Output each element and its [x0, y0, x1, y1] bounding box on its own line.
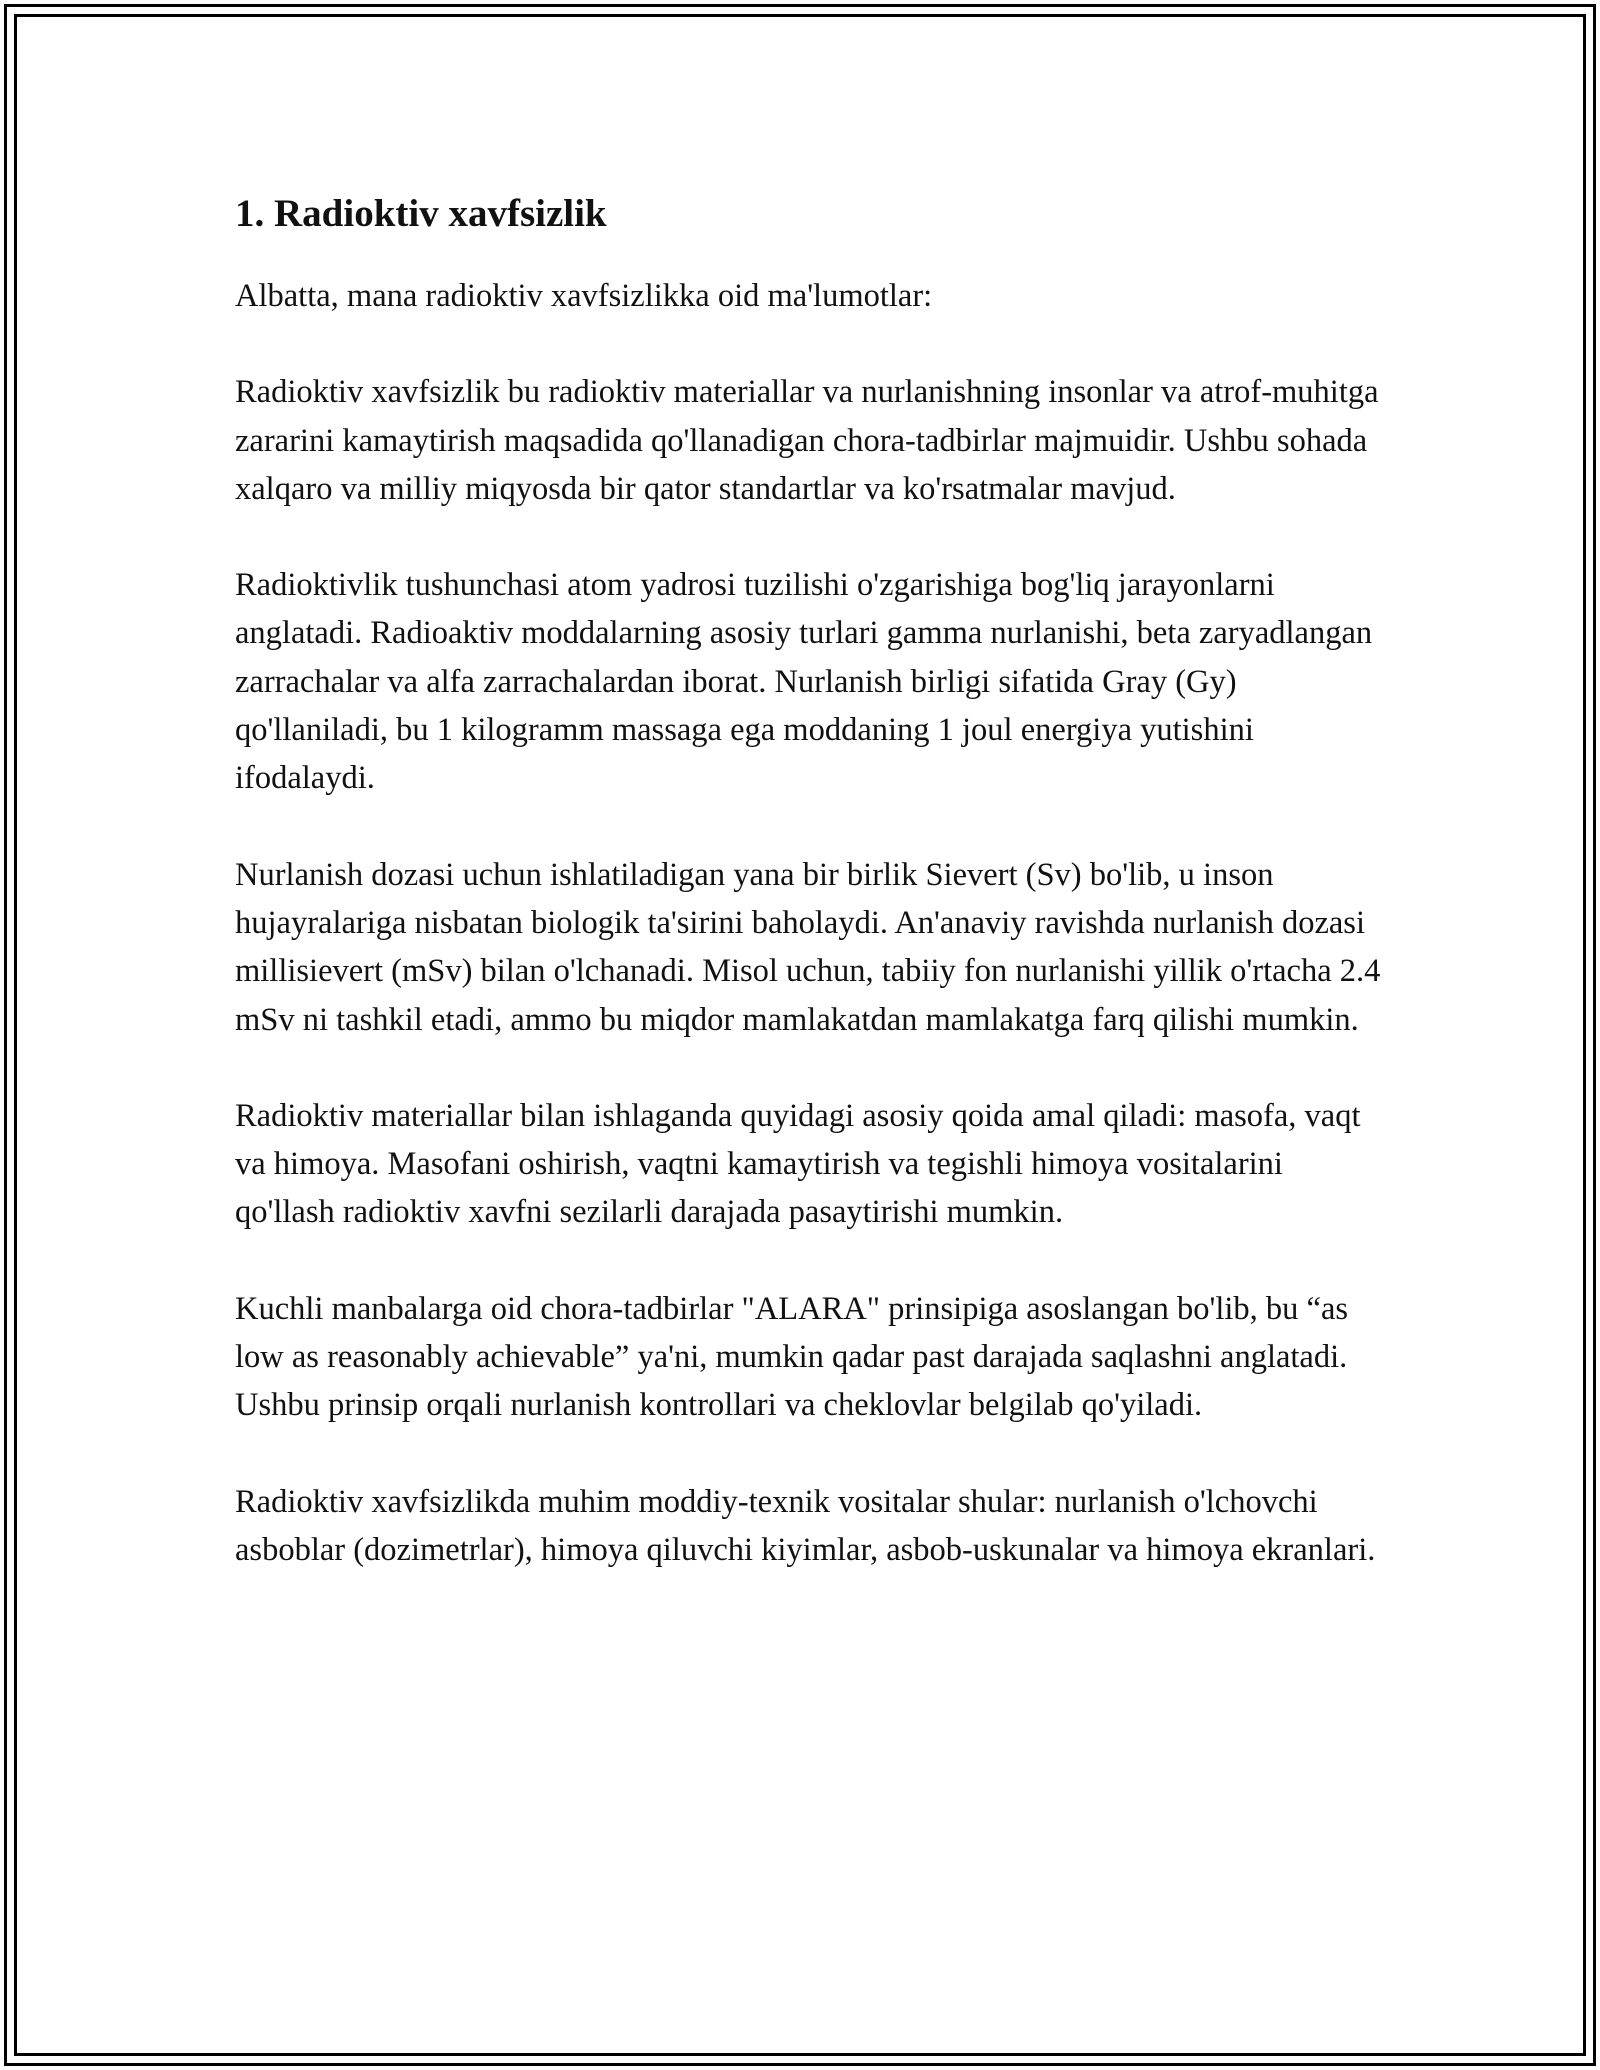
equipment-paragraph: Radioktiv xavfsizlikda muhim moddiy-texnik vositalar shular: nurlanish o'lchovchi asboblar (dozimetrlar), himoya qiluvchi kiyimlar, asbob-uskunalar va himoya ekranlari.	[235, 1483, 1376, 1568]
intro-paragraph: Albatta, mana radioktiv xavfsizlikka oid ma'lumotlar:	[235, 278, 933, 314]
definition-paragraph: Radioktiv xavfsizlik bu radioktiv materiallar va nurlanishning insonlar va atrof-muhitga zararini kamaytirish maqsadida qo'llanadigan chora-tadbirlar majmuidir. Ushbu sohada xalqaro va milliy miqyosda bir qator standartlar va ko'rsatmalar mavjud.	[235, 374, 1379, 507]
sievert-paragraph: Nurlanish dozasi uchun ishlatiladigan yana bir birlik Sievert (Sv) bo'lib, u inson hujayralariga nisbatan biologik ta'sirini baholaydi. An'anaviy ravishda nurlanish dozasi millisievert (mSv) bilan o'lchanadi. Misol uchun, tabiiy fon nurlanishi yillik o'rtacha 2.4 mSv ni tashkil etadi, ammo bu miqdor mamlakatdan mamlakatga farq qilishi mumkin.	[235, 856, 1381, 1038]
alara-paragraph: Kuchli manbalarga oid chora-tadbirlar "ALARA" prinsipiga asoslangan bo'lib, bu “as low as reasonably achievable” ya'ni, mumkin qadar past darajada saqlashni anglatadi. Ushbu prinsip orqali nurlanish kontrollari va cheklovlar belgilab qo'yiladi.	[235, 1290, 1349, 1424]
document-body	[235, 186, 1385, 1622]
safety-rules-paragraph: Radioktiv materiallar bilan ishlaganda quyidagi asosiy qoida amal qiladi: masofa, vaqt va himoya. Masofani oshirish, vaqtni kamaytirish va tegishli himoya vositalarini qo'llash radioktiv xavfni sezilarli darajada pasaytirishi mumkin.	[235, 1097, 1361, 1231]
radioactivity-paragraph: Radioktivlik tushunchasi atom yadrosi tuzilishi o'zgarishiga bog'liq jarayonlarni anglatadi. Radioaktiv moddalarning asosiy turlari gamma nurlanishi, beta zaryadlangan zarrachalar va alfa zarrachalardan iborat. Nurlanish birligi sifatida Gray (Gy) qo'llaniladi, bu 1 kilogramm massaga ega moddaning 1 joul energiya yutishini ifodalaydi.	[235, 567, 1373, 797]
section-heading: 1. Radioktiv xavfsizlik	[235, 192, 607, 235]
